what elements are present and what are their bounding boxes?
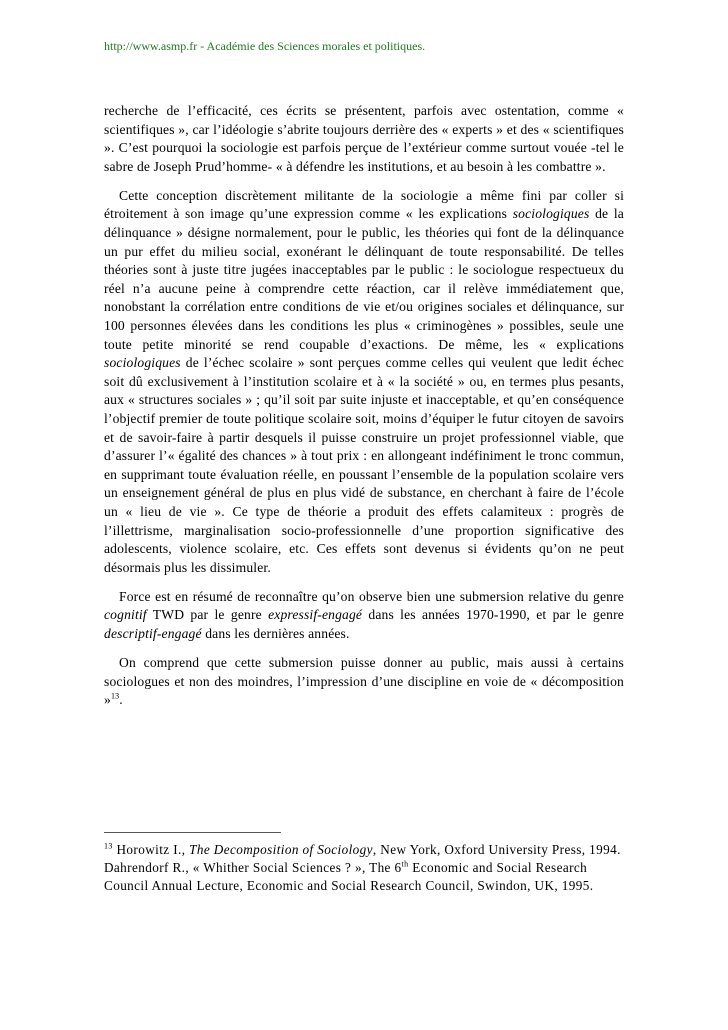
footnote-13 xyxy=(104,841,624,894)
paragraph-1: recherche de l’efficacité, ces écrits se présentent, parfois avec ostentation, comme « scientifiques », car l’idéologie s’abrite toujours derrière des « experts » et des « scientifiques ». C’est pourquoi la sociologie est parfois perçue de l’extérieur comme surtout vouée -tel le sabre de Joseph Prud’homme- « à défendre les institutions, et au besoin à les combattre ». xyxy=(104,103,624,174)
paragraph-3-emphasis-b: expressif-engagé xyxy=(268,607,363,623)
paragraph-4-text: On comprend que cette submersion puisse donner au public, mais aussi à certains sociologues et non des moindres, l’impression d’une discipline en voie de « décomposition » xyxy=(104,655,624,708)
paragraph-3-text-c: dans les années 1970-1990, et par le genre xyxy=(362,607,624,623)
paragraph-3-text-a: Force est en résumé de reconnaître qu’on observe bien une submersion relative du genre xyxy=(119,588,624,604)
paragraph-2-text-a: Cette conception discrètement militante de la sociologie a même fini par coller si étroitement à son image qu’une expression comme « les explications xyxy=(104,187,624,222)
footnote-separator xyxy=(104,832,281,833)
paragraph-3 xyxy=(104,588,624,644)
footnote-number: 13 xyxy=(104,841,113,851)
footnote-ordinal-suffix: th xyxy=(401,859,409,869)
paragraph-2-text-b: de la délinquance » désigne normalement, pour le public, les théories qui font de la délinquance un pur effet du milieu social, exonérant le délinquant de toute responsabilité. De telles théories sont à juste titre jugées inacceptables par le public : le sociologue respectueux du réel n’a aucune peine à comprendre cette réaction, car il relève immédiatement que, nonobstant la corrélation entre conditions de vie et/ou origines sociales et délinquance, sur 100 personnes élevées dans les conditions les plus « criminogènes » possibles, seule une toute petite minorité se rend coupable d’exactions. De même, les « explications xyxy=(104,206,624,352)
paragraph-4 xyxy=(104,654,624,710)
paragraph-3-emphasis-a: cognitif xyxy=(104,607,147,623)
footnote-text-a: Horowitz I., xyxy=(112,842,190,857)
footnote-text-b: , New York, Oxford University Press, 1994. Dahrendorf R., « Whither Social Sciences ? », The 6 xyxy=(104,842,621,875)
paragraph-2-emphasis-b: sociologiques xyxy=(104,355,181,371)
paragraph-4-end: . xyxy=(119,692,123,708)
footnote-text-c: Economic and Social Research Council Annual Lecture, Economic and Social Research Council, Swindon, UK, 1995. xyxy=(104,859,594,893)
paragraph-3-text-d: dans les dernières années. xyxy=(201,626,350,642)
paragraph-2 xyxy=(104,187,624,577)
paragraph-2-emphasis-a: sociologiques xyxy=(512,206,590,222)
paragraph-2-text-c: de l’échec scolaire » sont perçues comme celles qui veulent que ledit échec soit dû exclusivement à l’institution scolaire et à « la société » ou, en termes plus pesants, aux « structures sociales » ; qu’il soit par suite injuste et inacceptable, et qu’en conséquence l’objectif premier de toute politique scolaire soit, moins d’équiper le futur citoyen de savoirs et de savoir-faire à partir desquels il puisse construire un projet professionnel viable, que d’assurer l’« égalité des chances » à tout prix : en allongeant indéfiniment le tronc commun, en supprimant toute évaluation réelle, en poussant l’ensemble de la population scolaire vers un enseignement général de plus en plus vidé de substance, en cherchant à faire de l’école un « lieu de vie ». Ce type de théorie a produit des effets calamiteux : progrès de l’illettrisme, marginalisation socio-professionnelle d’une proportion significative des adolescents, violence scolaire, etc. Ces effets sont devenus si évidents qu’on ne peut désormais plus les dissimuler. xyxy=(104,355,624,575)
footnote-reference-13[interactable]: 13 xyxy=(110,691,120,701)
main-text xyxy=(104,102,624,710)
page-header-source: http://www.asmp.fr - Académie des Sciences morales et politiques. xyxy=(104,39,426,53)
paragraph-3-text-b: TWD par le genre xyxy=(146,607,269,623)
footnote-book-title: The Decomposition of Sociology xyxy=(189,842,373,857)
paragraph-3-emphasis-c: descriptif-engagé xyxy=(104,626,202,642)
